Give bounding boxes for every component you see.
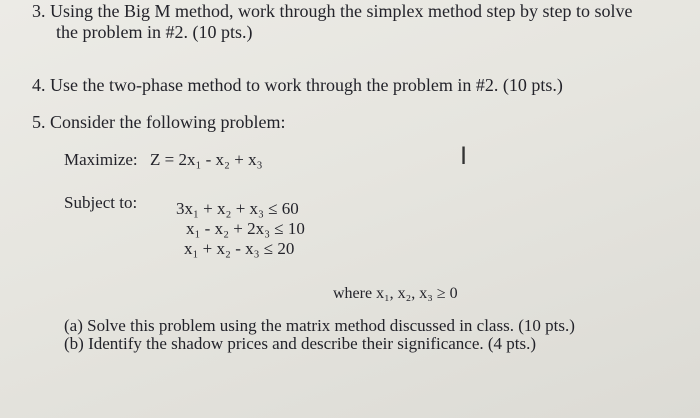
part-a: (a) Solve this problem using the matrix method discussed in class. (10 pts.) bbox=[64, 316, 575, 335]
question-3-line-1: 3. Using the Big M method, work through the simplex method step by step to solve bbox=[32, 1, 633, 21]
nonnegativity-constraint: where x₁, x₂, x₃ ≥ 0 bbox=[333, 285, 458, 302]
subject-to-label: Subject to: bbox=[64, 193, 138, 212]
part-b: (b) Identify the shadow prices and describe their significance. (4 pts.) bbox=[64, 334, 537, 353]
question-5: 5. Consider the following problem: bbox=[32, 112, 286, 132]
question-3-line-2: the problem in #2. (10 pts.) bbox=[56, 22, 253, 42]
question-4: 4. Use the two-phase method to work through the problem in #2. (10 pts.) bbox=[32, 75, 563, 95]
constraint-1: 3x₁ + x₂ + x₃ ≤ 60 bbox=[176, 199, 299, 218]
objective-function: Z = 2x₁ - x₂ + x₃ bbox=[150, 150, 263, 169]
maximize-label: Maximize: bbox=[64, 150, 138, 169]
constraint-2: x₁ - x₂ + 2x₃ ≤ 10 bbox=[186, 219, 305, 238]
text-cursor-icon: I bbox=[460, 142, 468, 170]
constraint-3: x₁ + x₂ - x₃ ≤ 20 bbox=[184, 239, 295, 258]
